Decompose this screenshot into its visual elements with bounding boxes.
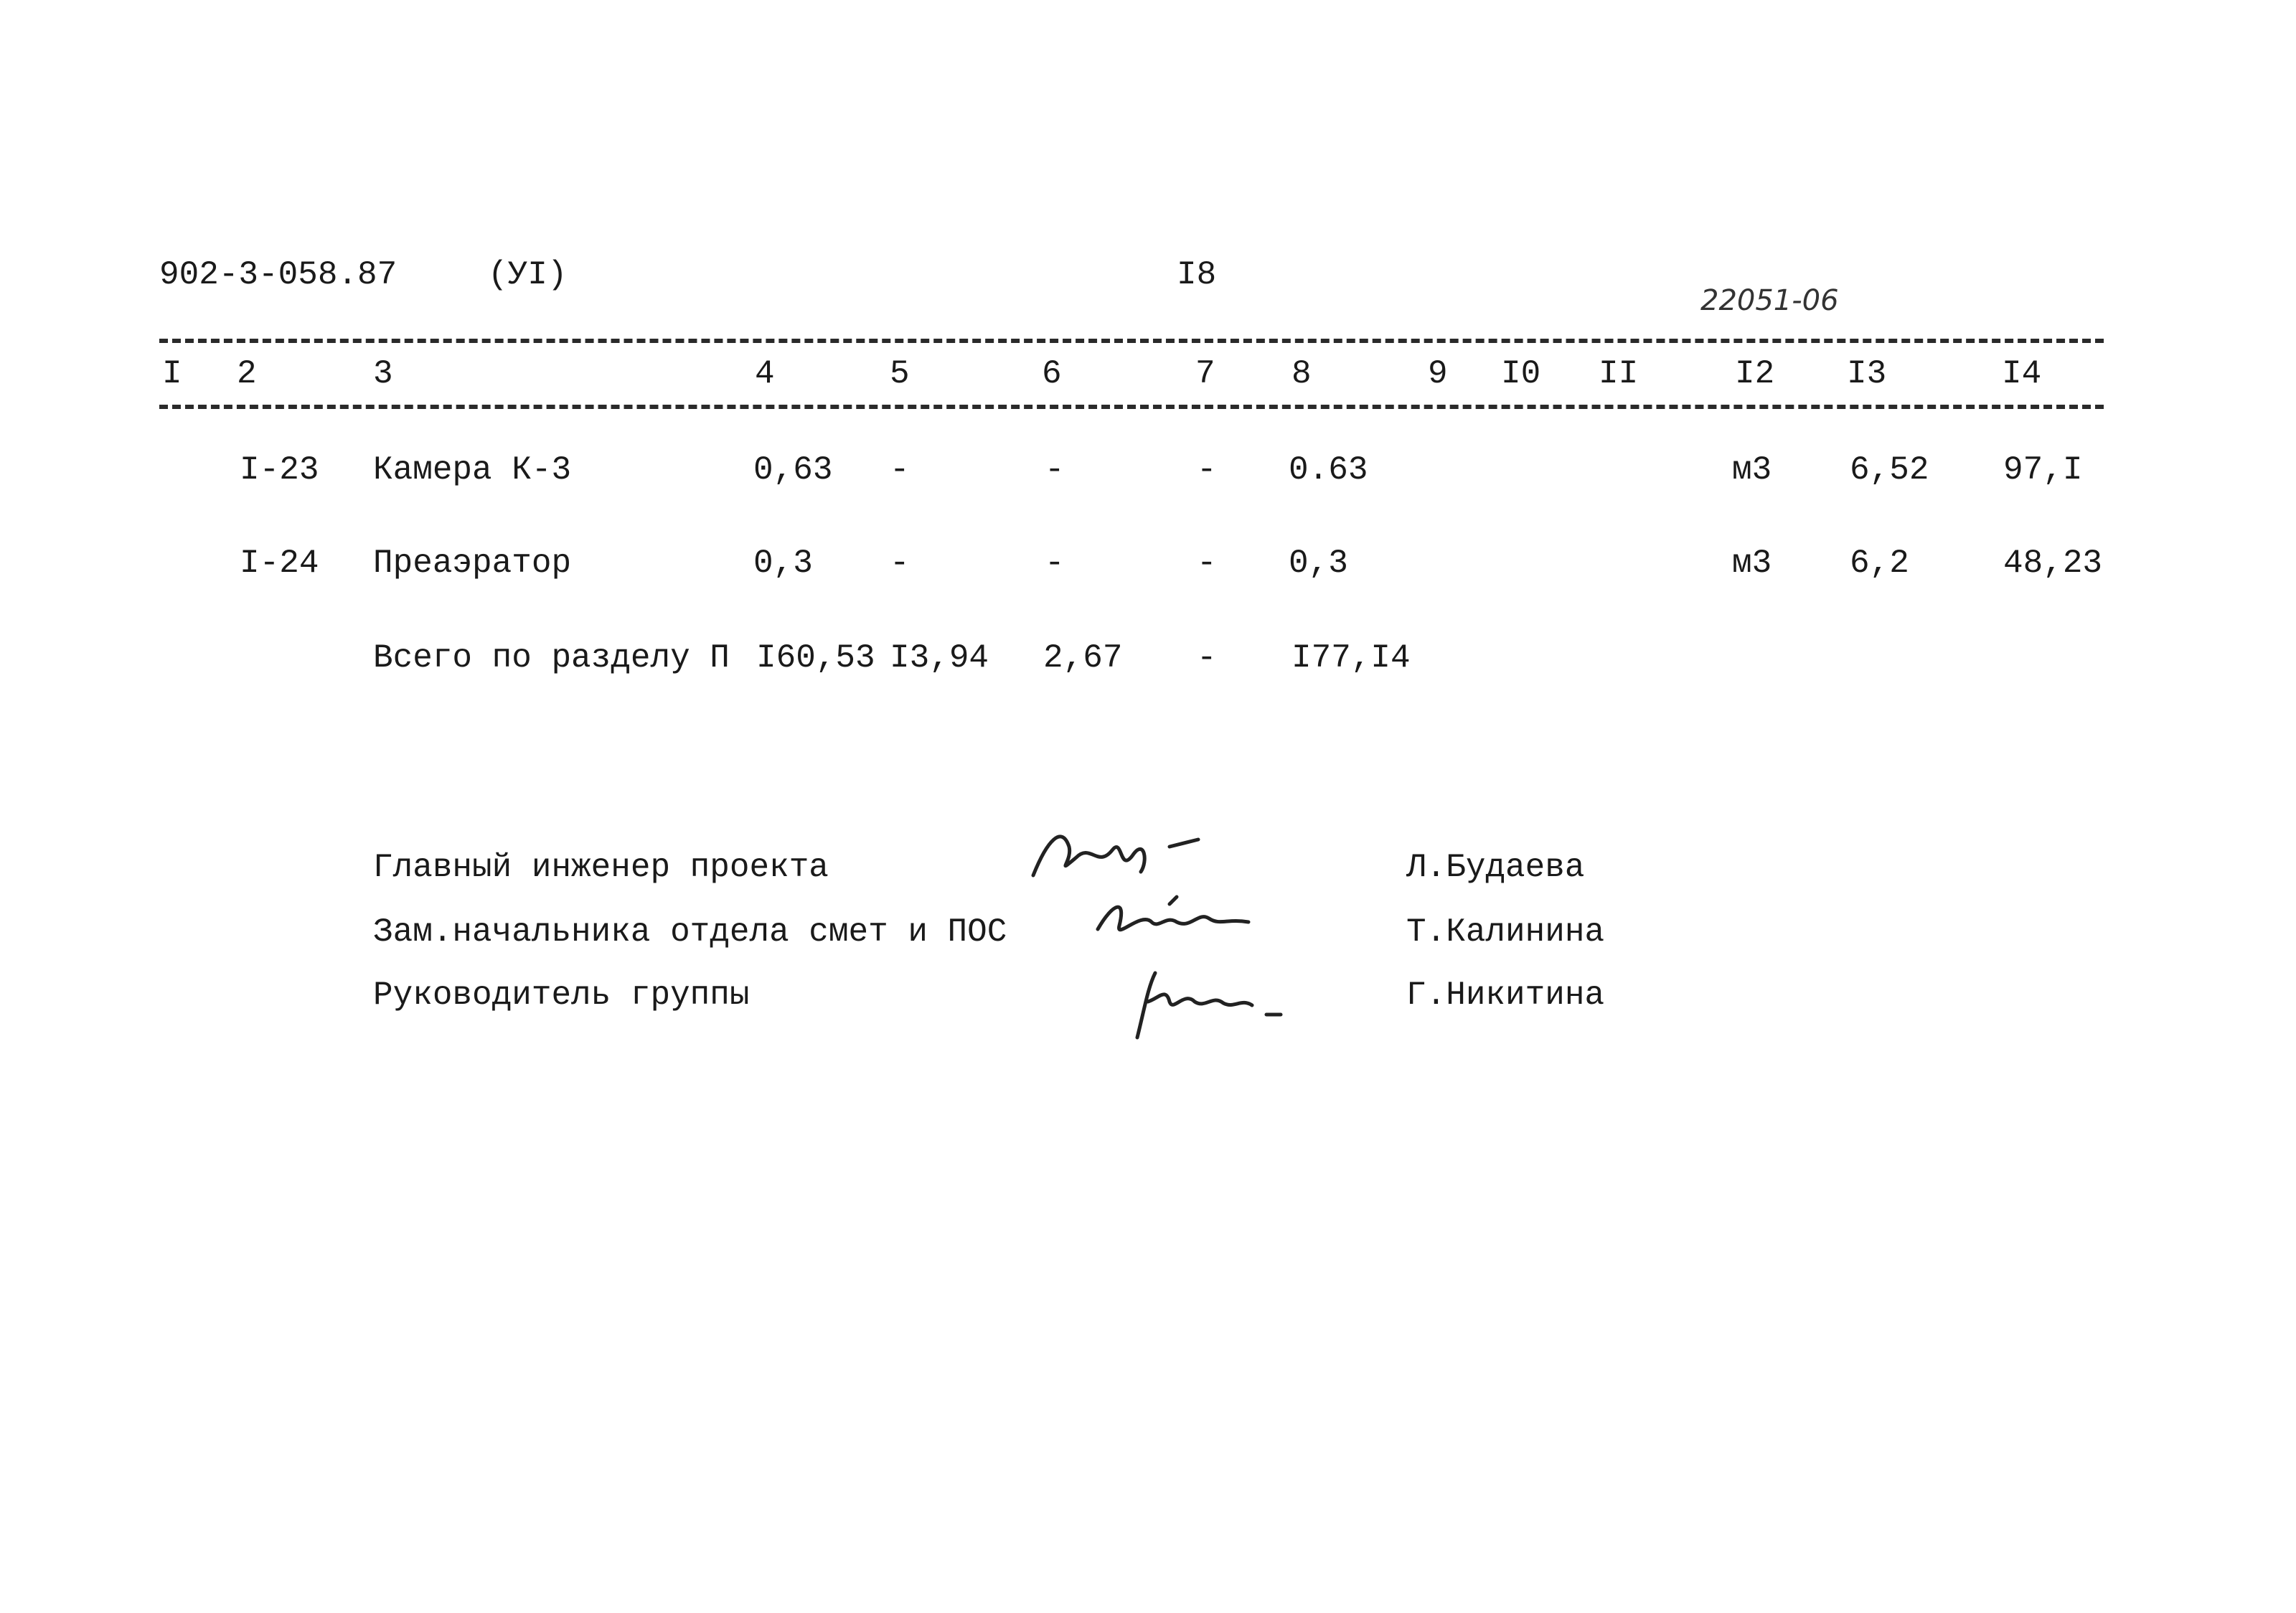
col-header-9: 9 [1428, 355, 1448, 392]
cell-col-5: - [890, 451, 910, 489]
cell-col-8: 0.63 [1289, 451, 1368, 489]
signatory-name: Т.Калинина [1406, 913, 1605, 951]
total-col-6: 2,67 [1043, 639, 1123, 677]
signatory-role: Главный инженер проекта [373, 849, 829, 886]
col-header-14: I4 [2002, 355, 2042, 392]
item-name: Преаэратор [373, 545, 572, 582]
section-code: (УI) [488, 256, 568, 293]
total-label: Всего по разделу П [373, 639, 730, 677]
total-col-4: I60,53 [756, 639, 875, 677]
col-header-2: 2 [237, 355, 257, 392]
handwritten-signature [1126, 959, 1313, 1045]
signatory-role: Зам.начальника отдела смет и ПОС [373, 913, 1007, 951]
cell-col-8: 0,3 [1289, 545, 1348, 582]
col-header-13: I3 [1847, 355, 1887, 392]
row-number: I-23 [240, 451, 319, 489]
col-header-3: 3 [373, 355, 393, 392]
signatory-name: Г.Никитина [1406, 977, 1605, 1014]
cell-col-4: 0,63 [753, 451, 833, 489]
header-rule-bottom [159, 405, 2104, 409]
page-number: I8 [1177, 256, 1217, 293]
total-col-5: I3,94 [890, 639, 989, 677]
cell-col-7: - [1197, 545, 1217, 582]
handwritten-signature [1026, 818, 1241, 890]
col-header-8: 8 [1292, 355, 1312, 392]
signatory-name: Л.Будаева [1406, 849, 1585, 886]
item-name: Камера К-3 [373, 451, 572, 489]
document-code: 902-3-058.87 [159, 256, 397, 293]
total-col-7: - [1197, 639, 1217, 677]
cell-col-4: 0,3 [753, 545, 813, 582]
cell-col-14: 48,23 [2003, 545, 2103, 582]
cell-col-14: 97,I [2003, 451, 2083, 489]
unit-cell: м3 [1732, 451, 1772, 489]
cell-col-6: - [1045, 545, 1065, 582]
unit-cell: м3 [1732, 545, 1772, 582]
col-header-6: 6 [1042, 355, 1062, 392]
total-col-8: I77,I4 [1292, 639, 1411, 677]
handwritten-signature [1083, 890, 1270, 947]
archive-number: 22051-06 [1700, 284, 1839, 317]
col-header-5: 5 [890, 355, 910, 392]
header-rule-top [159, 339, 2104, 343]
cell-col-5: - [890, 545, 910, 582]
cell-col-7: - [1197, 451, 1217, 489]
cell-col-13: 6,52 [1850, 451, 1929, 489]
col-header-11: II [1599, 355, 1639, 392]
col-header-10: I0 [1501, 355, 1541, 392]
signatory-role: Руководитель группы [373, 977, 750, 1014]
cell-col-13: 6,2 [1850, 545, 1909, 582]
col-header-12: I2 [1735, 355, 1775, 392]
col-header-4: 4 [755, 355, 775, 392]
col-header-1: I [162, 355, 182, 392]
row-number: I-24 [240, 545, 319, 582]
col-header-7: 7 [1195, 355, 1215, 392]
cell-col-6: - [1045, 451, 1065, 489]
